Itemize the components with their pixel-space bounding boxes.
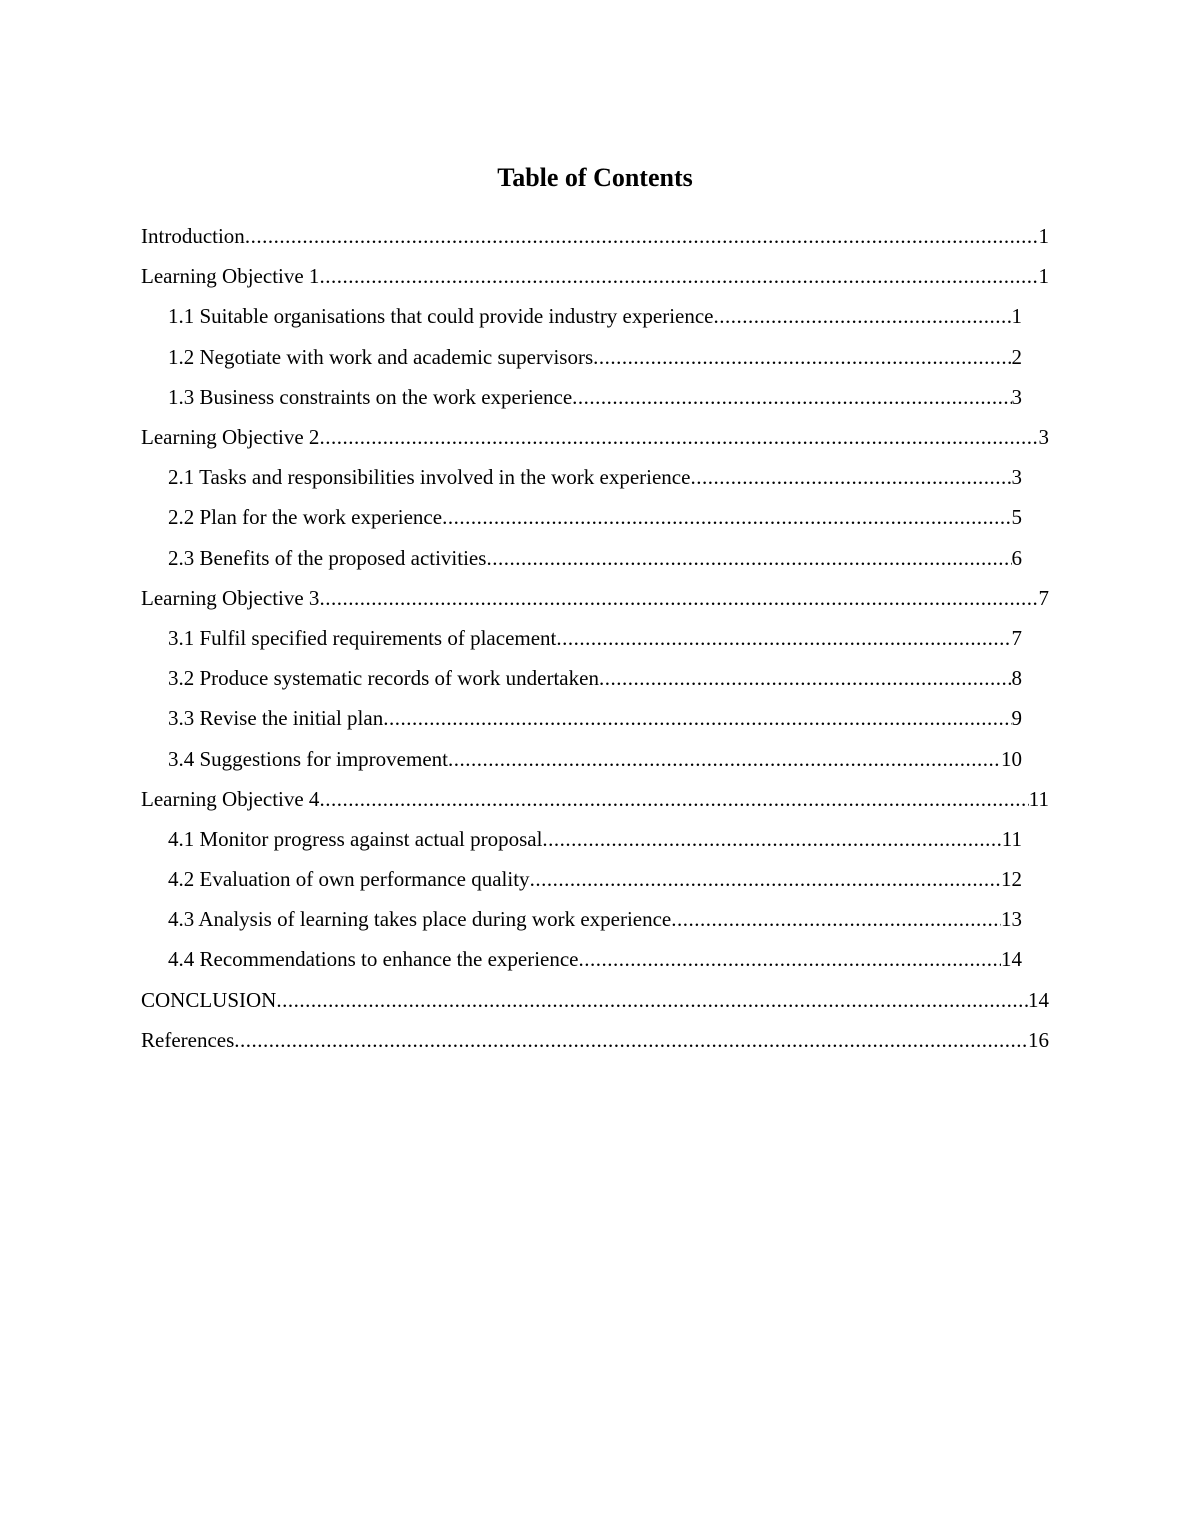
toc-entry-3-4[interactable] bbox=[168, 738, 1022, 778]
toc-page-number: 2 bbox=[1011, 344, 1022, 369]
toc-entry-4-3[interactable] bbox=[168, 899, 1022, 939]
toc-page-number: 1 bbox=[1038, 264, 1049, 289]
toc-entry-label: Learning Objective 4 bbox=[141, 786, 320, 811]
toc-entry-3-3[interactable] bbox=[168, 698, 1022, 738]
toc-entry-label: 1.2 Negotiate with work and academic supervisors bbox=[168, 344, 594, 369]
toc-page-number: 13 bbox=[1001, 907, 1022, 932]
toc-title: Table of Contents bbox=[497, 163, 693, 192]
toc-entry-references[interactable] bbox=[141, 1020, 1049, 1060]
toc-entry-label: 3.1 Fulfil specified requirements of placement bbox=[168, 625, 557, 650]
toc-dot-leader bbox=[319, 578, 1038, 618]
toc-page-number: 3 bbox=[1011, 384, 1022, 409]
toc-dot-leader bbox=[714, 296, 1012, 336]
toc-page-number: 14 bbox=[1001, 947, 1022, 972]
toc-entry-4-1[interactable] bbox=[168, 819, 1022, 859]
toc-page-number: 3 bbox=[1038, 425, 1049, 450]
toc-entry-label: 3.2 Produce systematic records of work undertaken bbox=[168, 666, 599, 691]
toc-entry-conclusion[interactable] bbox=[141, 980, 1049, 1020]
toc-page-number: 9 bbox=[1011, 706, 1022, 731]
toc-page-number: 8 bbox=[1011, 666, 1022, 691]
toc-entry-1-3[interactable] bbox=[168, 377, 1022, 417]
toc-dot-leader bbox=[530, 859, 1001, 899]
toc-entry-3-2[interactable] bbox=[168, 658, 1022, 698]
toc-entry-label: 4.2 Evaluation of own performance quality bbox=[168, 867, 530, 892]
toc-dot-leader bbox=[319, 417, 1038, 457]
toc-entry-label: 1.1 Suitable organisations that could provide industry experience bbox=[168, 304, 714, 329]
toc-dot-leader bbox=[442, 497, 1011, 537]
toc-dot-leader bbox=[448, 739, 1001, 779]
toc-dot-leader bbox=[593, 337, 1011, 377]
toc-page-number: 1 bbox=[1038, 224, 1049, 249]
toc-page-number: 6 bbox=[1011, 545, 1022, 570]
toc-entry-learning-objective-2[interactable] bbox=[141, 417, 1049, 457]
toc-page-number: 5 bbox=[1011, 505, 1022, 530]
toc-page-number: 14 bbox=[1028, 987, 1049, 1012]
toc-dot-leader bbox=[276, 980, 1028, 1020]
toc-entry-label: 3.3 Revise the initial plan bbox=[168, 706, 384, 731]
toc-dot-leader bbox=[671, 899, 1001, 939]
toc-entry-3-1[interactable] bbox=[168, 618, 1022, 658]
toc-entry-2-2[interactable] bbox=[168, 497, 1022, 537]
toc-dot-leader bbox=[234, 1020, 1028, 1060]
toc-entry-4-2[interactable] bbox=[168, 859, 1022, 899]
toc-entry-label: 4.1 Monitor progress against actual proposal bbox=[168, 826, 543, 851]
toc-dot-leader bbox=[319, 779, 1028, 819]
toc-entry-label: References bbox=[141, 1027, 235, 1052]
toc-entry-label: 2.2 Plan for the work experience bbox=[168, 505, 443, 530]
toc-page-number: 1 bbox=[1011, 304, 1022, 329]
toc-dot-leader bbox=[245, 216, 1039, 256]
toc-entry-label: Learning Objective 3 bbox=[141, 585, 320, 610]
toc-page-number: 11 bbox=[1028, 786, 1049, 811]
toc-dot-leader bbox=[572, 377, 1011, 417]
toc-page-number: 12 bbox=[1001, 867, 1022, 892]
toc-page-number: 3 bbox=[1011, 465, 1022, 490]
toc-entry-label: 2.1 Tasks and responsibilities involved in the work experience bbox=[168, 465, 691, 490]
toc-entry-label: 3.4 Suggestions for improvement bbox=[168, 746, 448, 771]
toc-dot-leader bbox=[542, 819, 1001, 859]
toc-entry-label: 4.3 Analysis of learning takes place during work experience bbox=[168, 907, 672, 932]
toc-entry-2-1[interactable] bbox=[168, 457, 1022, 497]
toc-dot-leader bbox=[579, 939, 1001, 979]
toc-entry-label: CONCLUSION bbox=[141, 987, 277, 1012]
toc-entry-1-2[interactable] bbox=[168, 337, 1022, 377]
toc-dot-leader bbox=[599, 658, 1012, 698]
toc-page-number: 7 bbox=[1011, 625, 1022, 650]
toc-entry-label: 2.3 Benefits of the proposed activities bbox=[168, 545, 487, 570]
toc-entry-learning-objective-4[interactable] bbox=[141, 779, 1049, 819]
toc-entry-learning-objective-1[interactable] bbox=[141, 256, 1049, 296]
toc-entry-4-4[interactable] bbox=[168, 939, 1022, 979]
toc-page-number: 10 bbox=[1001, 746, 1022, 771]
toc-dot-leader bbox=[556, 618, 1011, 658]
toc-page-number: 16 bbox=[1028, 1027, 1049, 1052]
toc-entry-label: Introduction bbox=[141, 224, 245, 249]
toc-entry-learning-objective-3[interactable] bbox=[141, 578, 1049, 618]
toc-entry-label: Learning Objective 1 bbox=[141, 264, 320, 289]
toc-dot-leader bbox=[319, 256, 1038, 296]
toc-entry-2-3[interactable] bbox=[168, 538, 1022, 578]
toc-entry-1-1[interactable] bbox=[168, 296, 1022, 336]
toc-dot-leader bbox=[486, 538, 1011, 578]
toc-entry-label: 4.4 Recommendations to enhance the experience bbox=[168, 947, 579, 972]
toc-entry-introduction[interactable] bbox=[141, 216, 1049, 256]
toc-page-number: 7 bbox=[1038, 585, 1049, 610]
toc-page-number: 11 bbox=[1001, 826, 1022, 851]
toc-entry-label: 1.3 Business constraints on the work experience bbox=[168, 384, 573, 409]
toc-dot-leader bbox=[383, 698, 1011, 738]
toc-entry-label: Learning Objective 2 bbox=[141, 425, 320, 450]
toc-dot-leader bbox=[690, 457, 1011, 497]
toc-list bbox=[0, 216, 1190, 1060]
